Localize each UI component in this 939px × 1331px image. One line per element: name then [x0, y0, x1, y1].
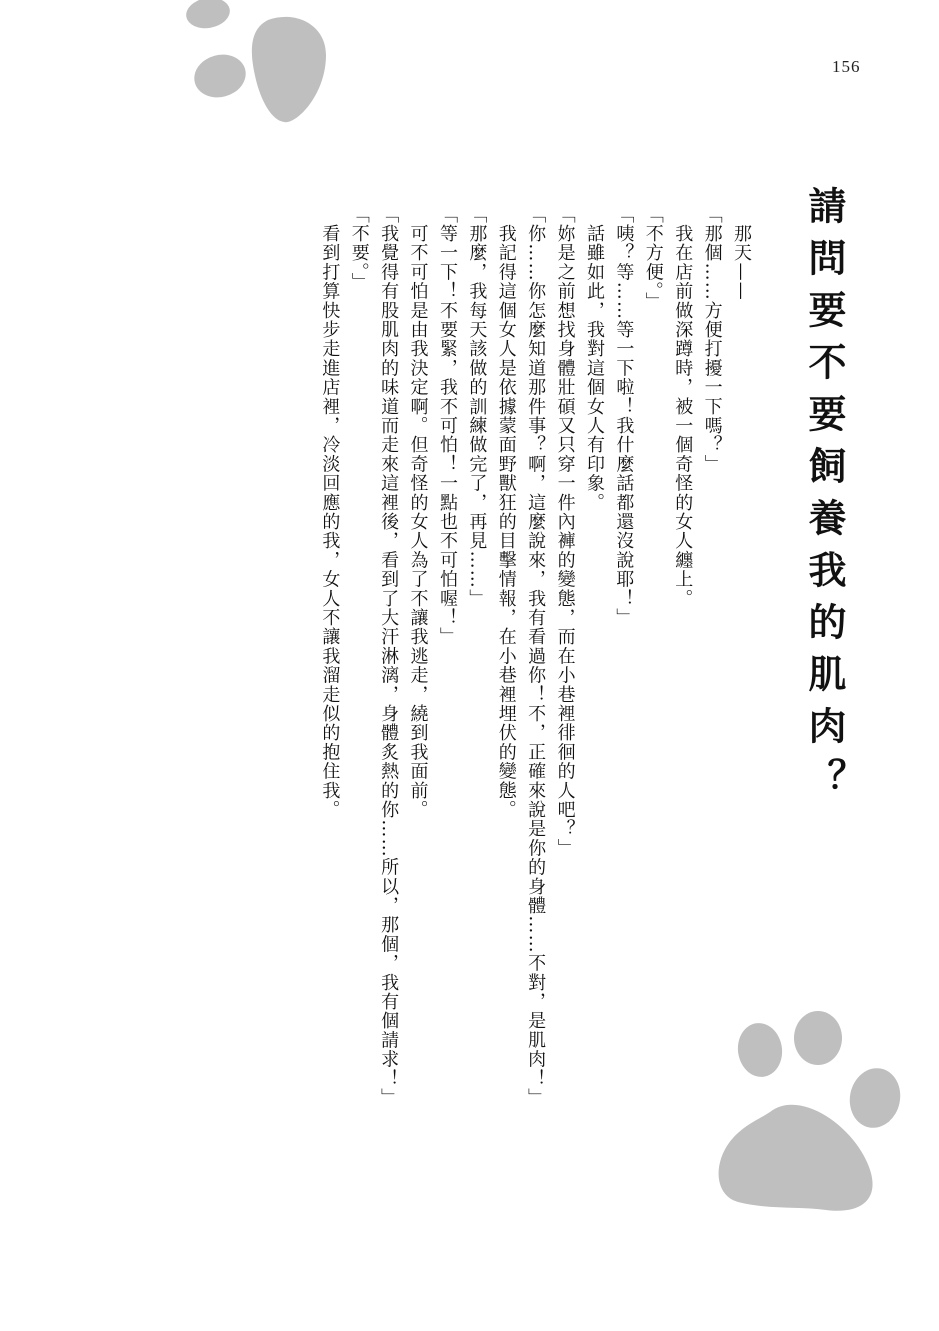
paragraph: 「那麼，我每天該做的訓練做完了，再見……」 — [466, 205, 488, 609]
paragraph: 話雖如此，我對這個女人有印象。 — [583, 205, 605, 513]
body-text — [315, 205, 756, 1265]
paragraph: 「我覺得有股肌肉的味道而走來這裡後，看到了大汗淋漓，身體炙熱的你……所以，那個，我有個請求！」 — [378, 205, 400, 1108]
paragraph: 我記得這個女人是依據蒙面野獸狂的目擊情報，在小巷裡埋伏的變態。 — [495, 205, 517, 820]
paw-print-icon — [176, 0, 326, 130]
paragraph: 「咦？等……等一下啦！我什麼話都還沒說耶！」 — [613, 205, 635, 628]
paragraph: 可不可怕是由我決定啊。但奇怪的女人為了不讓我逃走，繞到我面前。 — [407, 205, 429, 820]
paragraph: 看到打算快步走進店裡，冷淡回應的我，女人不讓我溜走似的抱住我。 — [319, 205, 341, 820]
paragraph: 「妳是之前想找身體壯碩又只穿一件內褲的變態，而在小巷裡徘徊的人吧？」 — [554, 205, 576, 858]
paragraph: 「等一下！不要緊，我不可怕！一點也不可怕喔！」 — [436, 205, 458, 647]
paragraph: 「不要。」 — [348, 205, 370, 292]
paragraph: 我在店前做深蹲時，被一個奇怪的女人纏上。 — [672, 205, 694, 609]
chapter-title: 請問要不要飼養我的肌肉？ — [802, 186, 846, 810]
paragraph: 「不方便。」 — [642, 205, 664, 312]
paragraph: 「你……你怎麼知道那件事？啊，這麼說來，我有看過你！不，正確來說是你的身體……不對，是肌肉！」 — [525, 205, 547, 1108]
paragraph: 「那個……方便打擾一下嗎？」 — [701, 205, 723, 474]
page-number: 156 — [832, 57, 861, 76]
paragraph: 那天—— — [731, 205, 752, 301]
